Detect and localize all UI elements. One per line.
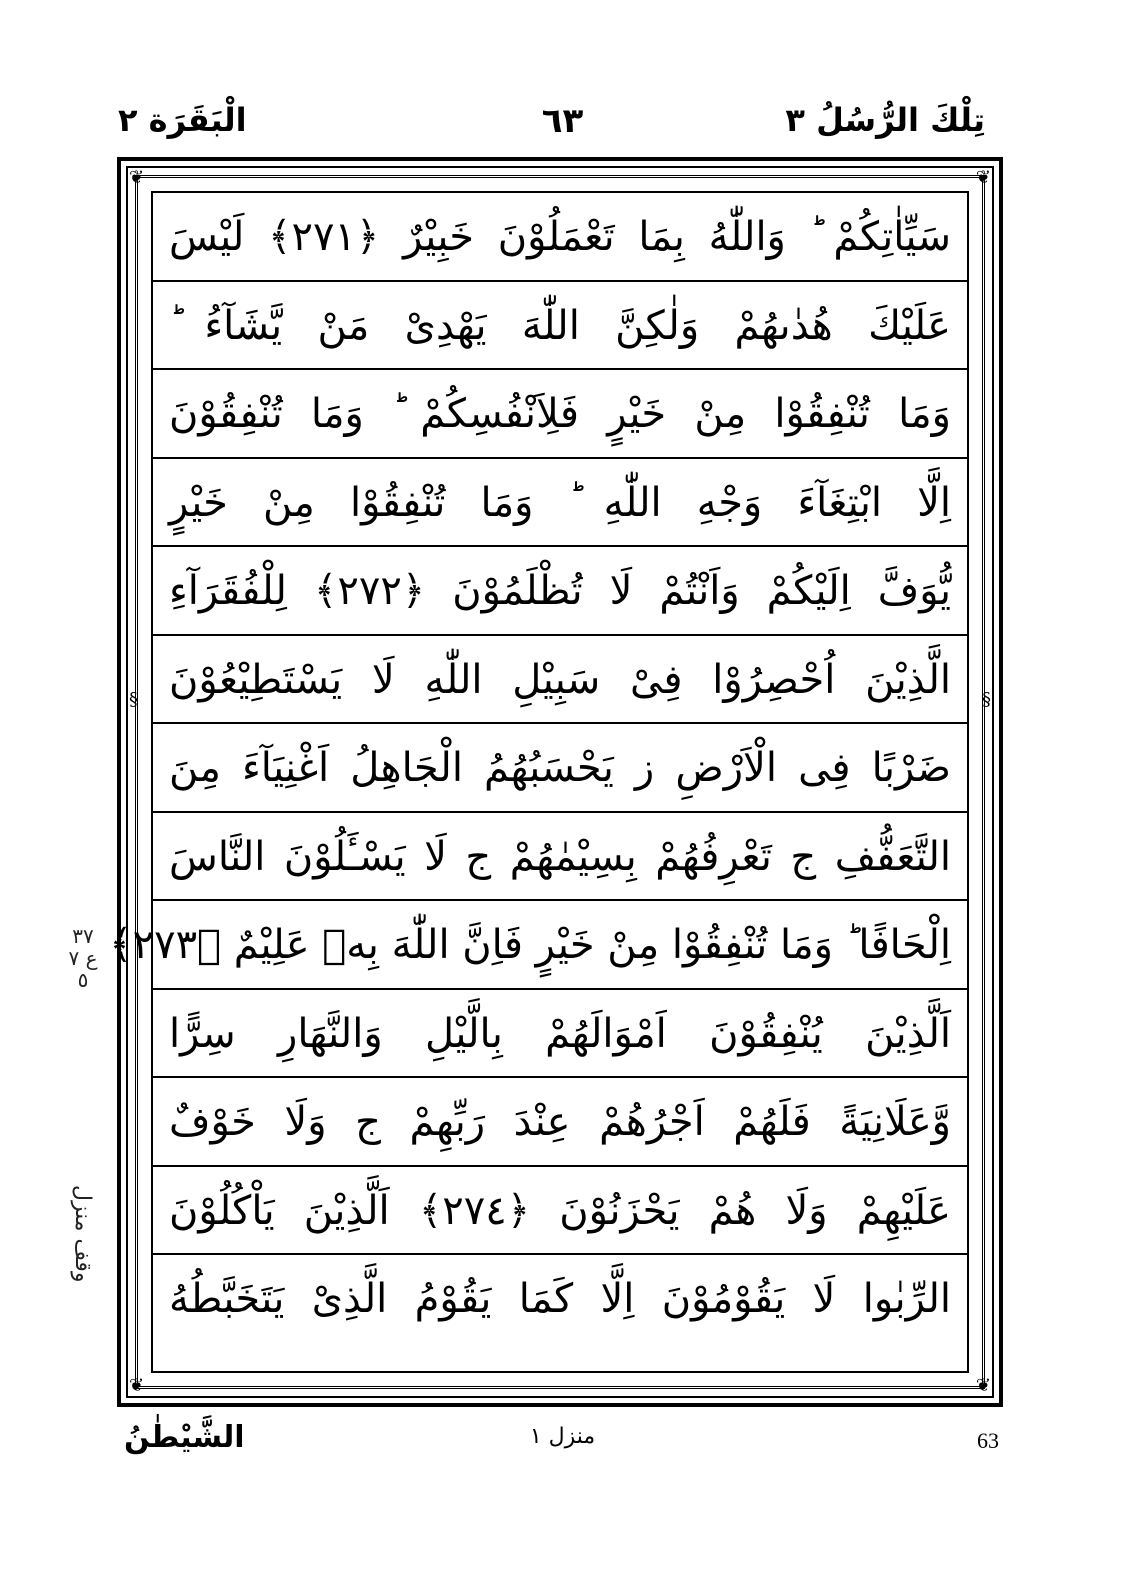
- verse-line: اَلَّذِيْنَ يُنْفِقُوْنَ اَمْوَالَهُمْ بِالَّيْلِ وَالنَّهَارِ سِرًّا: [153, 990, 967, 1079]
- ruku-marker-middle: ع ٧: [68, 946, 98, 970]
- catchword: الشَّيْطٰنُ: [124, 1420, 245, 1455]
- verse-line: سَيِّاٰتِكُمْ ؕ وَاللّٰهُ بِمَا تَعْمَلُوْنَ خَبِيْرٌ ﴿٢٧١﴾ لَيْسَ: [153, 193, 967, 282]
- corner-ornament-icon: ❦: [129, 1375, 145, 1396]
- para-name: تِلْكَ الرُّسُلُ ٣: [785, 101, 985, 139]
- verse-line: عَلَيْكَ هُدٰىهُمْ وَلٰكِنَّ اللّٰهَ يَهْدِىْ مَنْ يَّشَآءُ ؕ: [153, 282, 967, 371]
- side-ornament-icon: §: [982, 689, 991, 710]
- surah-name: الْبَقَرَة ٢: [118, 101, 247, 139]
- verse-line: اِلَّا ابْتِغَآءَ وَجْهِ اللّٰهِ ؕ وَمَا تُنْفِقُوْا مِنْ خَيْرٍ: [153, 459, 967, 548]
- corner-ornament-icon: ❦: [129, 167, 145, 188]
- page-number-arabic: ٦٣: [541, 101, 584, 141]
- verse-line: التَّعَفُّفِ ج تَعْرِفُهُمْ بِسِيْمٰهُمْ ج لَا يَسْـَٔلُوْنَ النَّاسَ: [153, 813, 967, 902]
- verse-line: وَمَا تُنْفِقُوْا مِنْ خَيْرٍ فَلِاَنْفُسِكُمْ ؕ وَمَا تُنْفِقُوْنَ: [153, 370, 967, 459]
- verse-line: يُّوَفَّ اِلَيْكُمْ وَاَنْتُمْ لَا تُظْلَمُوْنَ ﴿٢٧٢﴾ لِلْفُقَرَآءِ: [153, 547, 967, 636]
- ruku-marker: [56, 925, 110, 991]
- corner-ornament-icon: ❦: [975, 167, 991, 188]
- verse-line: عَلَيْهِمْ وَلَا هُمْ يَحْزَنُوْنَ ﴿٢٧٤﴾ اَلَّذِيْنَ يَاْكُلُوْنَ: [153, 1167, 967, 1256]
- verse-line: الَّذِيْنَ اُحْصِرُوْا فِىْ سَبِيْلِ اللّٰهِ لَا يَسْتَطِيْعُوْنَ: [153, 636, 967, 725]
- page-frame: [109, 157, 1003, 1407]
- verse-line: الرِّبٰوا لَا يَقُوْمُوْنَ اِلَّا كَمَا يَقُوْمُ الَّذِىْ يَتَخَبَّطُهُ: [169, 1276, 951, 1322]
- corner-ornament-icon: ❦: [975, 1375, 991, 1396]
- verse-line: اِلْحَافًا ؕ وَمَا تُنْفِقُوْا مِنْ خَيْرٍ فَاِنَّ اللّٰهَ بِهٖ عَلِيْمٌ ﴿٢٧٣﴾: [153, 901, 967, 990]
- manzil-label: منزل ١: [529, 1424, 596, 1449]
- verse-line: وَّعَلَانِيَةً فَلَهُمْ اَجْرُهُمْ عِنْدَ رَبِّهِمْ ج وَلَا خَوْفٌ: [153, 1078, 967, 1167]
- page-number: 63: [977, 1428, 999, 1453]
- ruku-marker-top: ٣٧: [72, 924, 94, 948]
- waqf-note: وقف منزل: [70, 1185, 95, 1283]
- ruku-marker-bottom: ٥: [77, 968, 89, 992]
- verse-text-box: [109, 191, 969, 1373]
- verse-line: ضَرْبًا فِى الْاَرْضِ ز يَحْسَبُهُمُ الْجَاهِلُ اَغْنِيَآءَ مِنَ: [153, 724, 967, 813]
- side-ornament-icon: §: [129, 689, 138, 710]
